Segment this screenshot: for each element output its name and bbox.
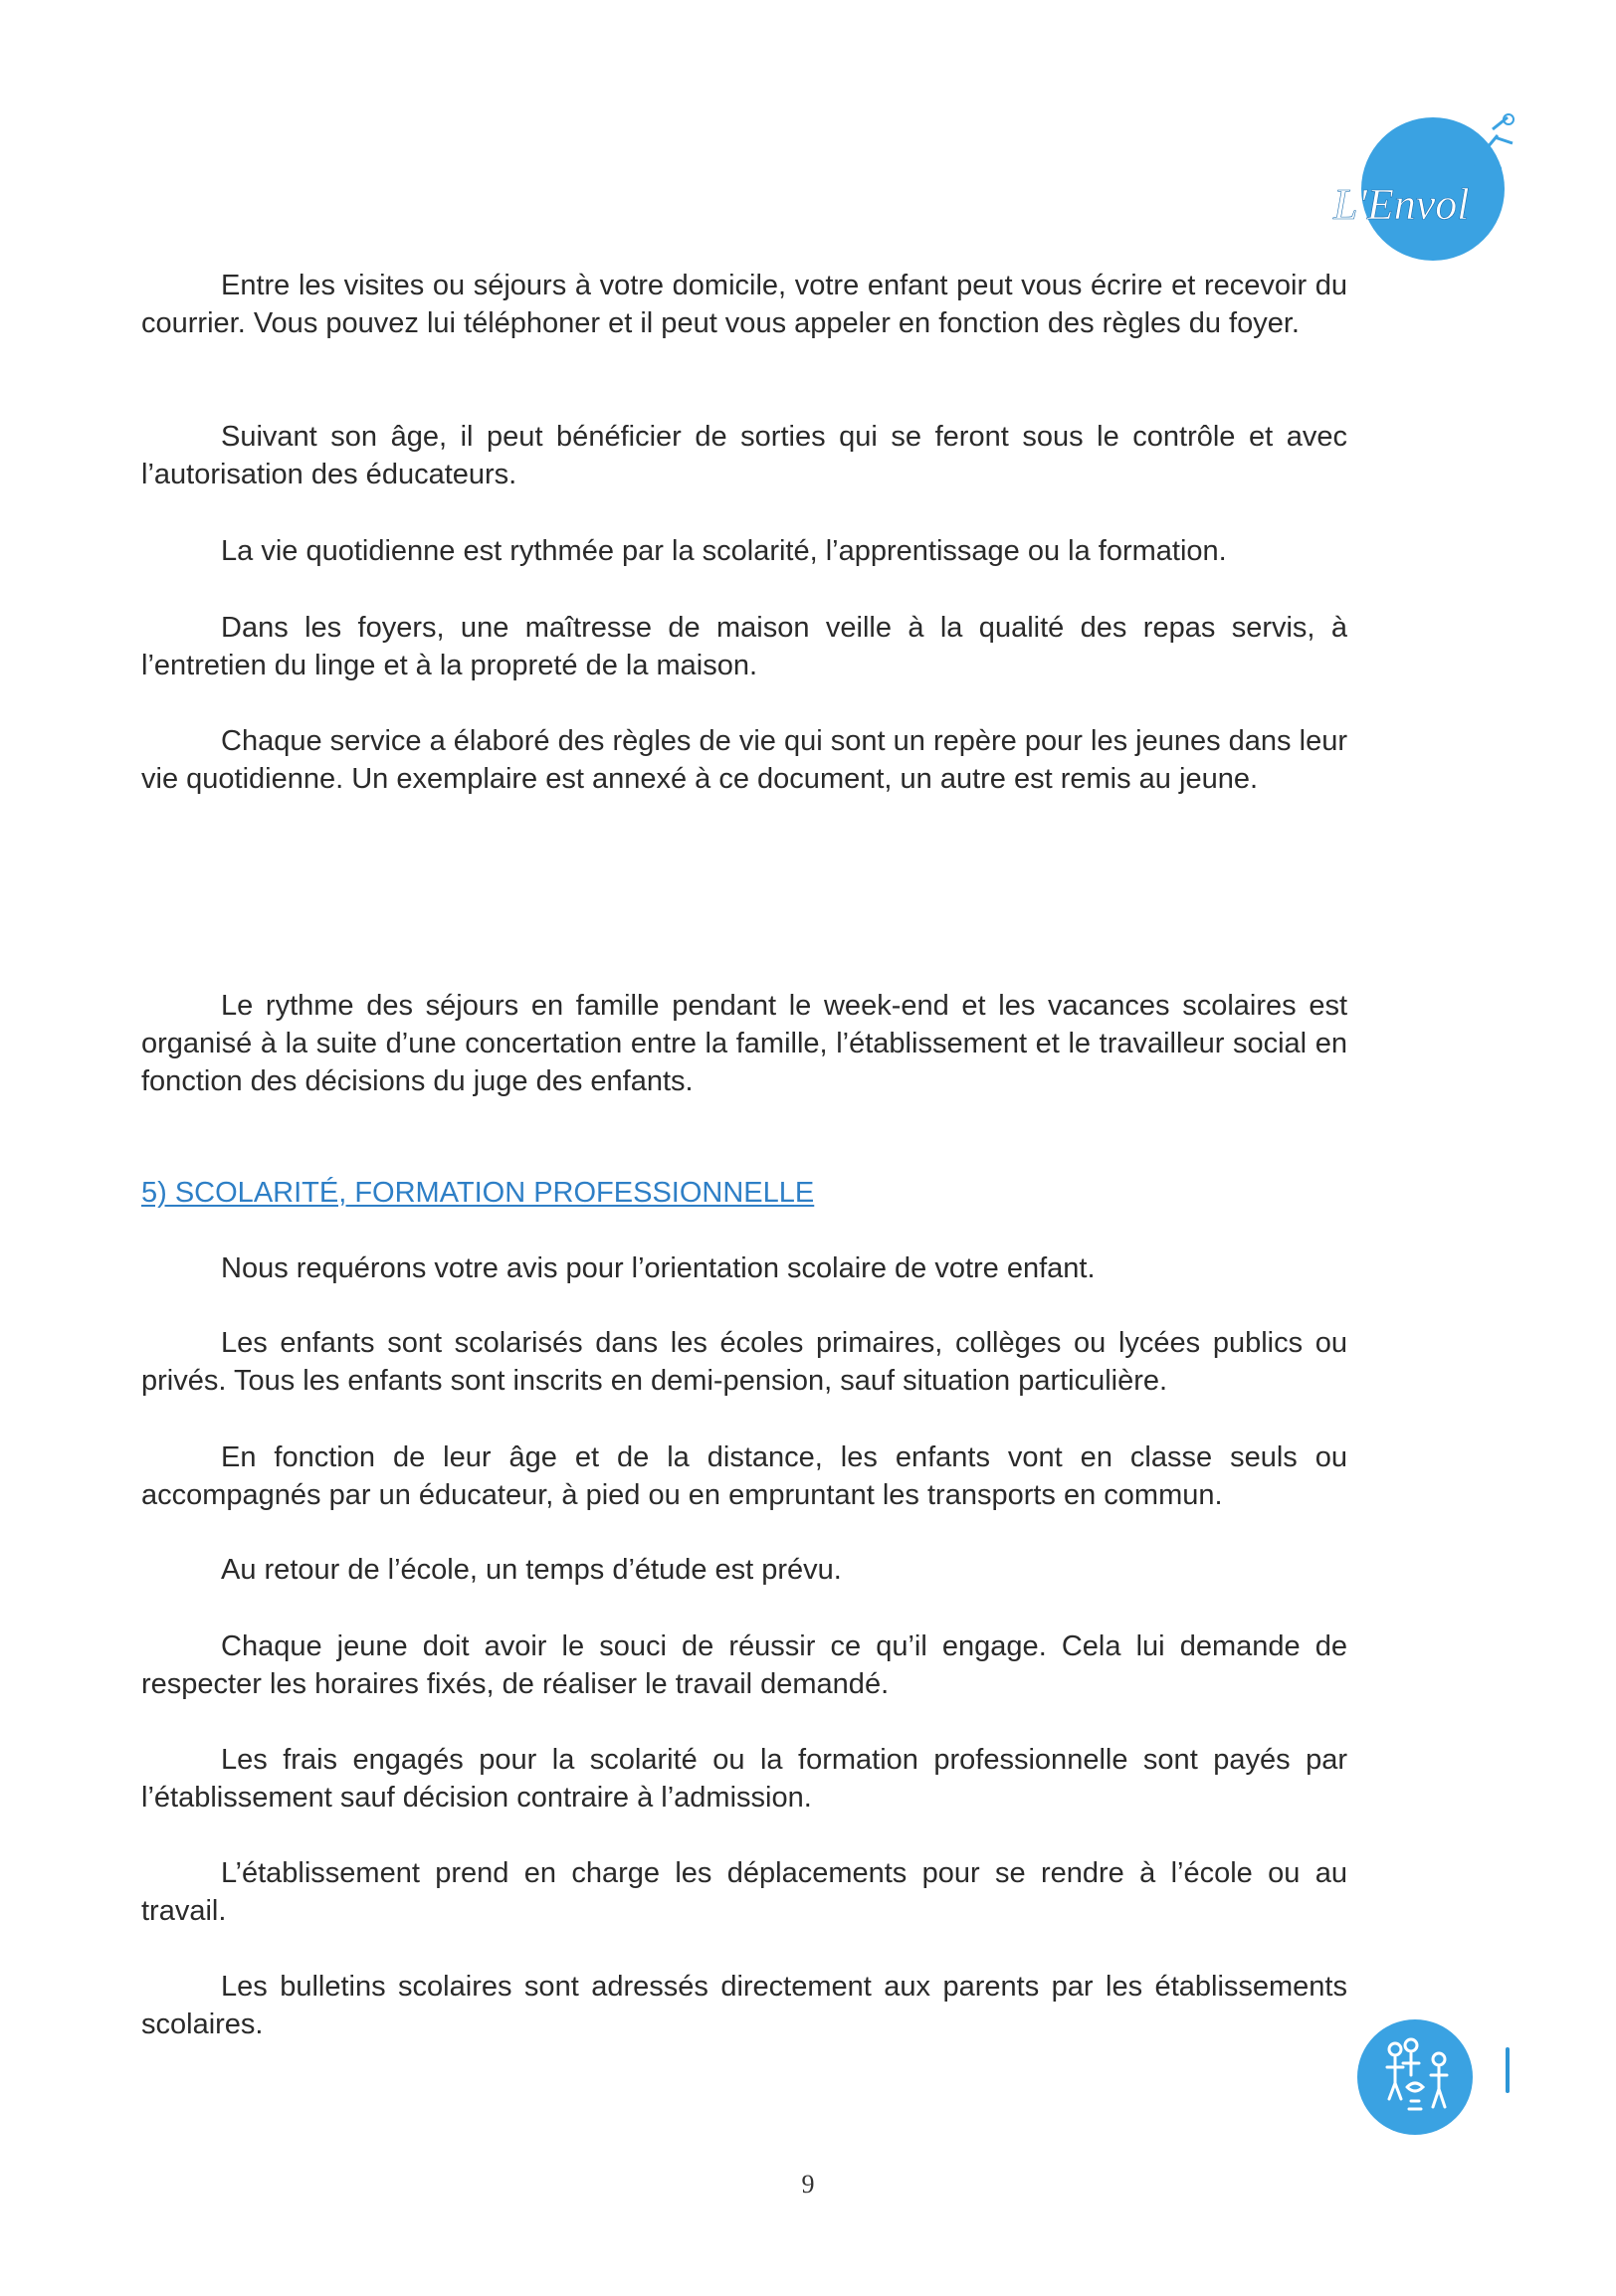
paragraph-fees: Les frais engagés pour la scolarité ou la formation professionnelle sont payés par l’établissement sauf décision contraire à l’admission.	[141, 1744, 1347, 1814]
paragraph-commute: En fonction de leur âge et de la distance, les enfants vont en classe seuls ou accompagnés par un éducateur, à pied ou en empruntant les transports en commun.	[141, 1441, 1347, 1511]
paragraph-enrolment: Les enfants sont scolarisés dans les écoles primaires, collèges ou lycées publics ou privés. Tous les enfants sont inscrits en demi-pension, sauf situation particulière.	[141, 1327, 1347, 1397]
paragraph-study-time: Au retour de l’école, un temps d’étude est prévu.	[221, 1554, 842, 1586]
paragraph-house-rules: Chaque service a élaboré des règles de vie qui sont un repère pour les jeunes dans leur vie quotidienne. Un exemplaire est annexé à ce document, un autre est remis au jeune.	[141, 725, 1347, 795]
page-edge-mark	[1506, 2047, 1510, 2093]
paragraph-housekeeping: Dans les foyers, une maîtresse de maison veille à la qualité des repas servis, à l’entretien du linge et à la propreté de la maison.	[141, 612, 1347, 681]
paragraph-commitment: Chaque jeune doit avoir le souci de réussir ce qu’il engage. Cela lui demande de respecter les horaires fixés, de réaliser le travail demandé.	[141, 1630, 1347, 1700]
paragraph-family-stays: Le rythme des séjours en famille pendant le week-end et les vacances scolaires est organisé à la suite d’une concertation entre la famille, l’établissement et le travailleur social en fonction des décisions du juge des enfants.	[141, 990, 1347, 1097]
envol-logo-icon	[1323, 107, 1522, 267]
paragraph-correspondence: Entre les visites ou séjours à votre domicile, votre enfant peut vous écrire et recevoir du courrier. Vous pouvez lui téléphoner et il peut vous appeler en fonction des règles du foyer.	[141, 270, 1347, 339]
paragraph-outings: Suivant son âge, il peut bénéficier de sorties qui se feront sous le contrôle et avec l’autorisation des éducateurs.	[141, 421, 1347, 490]
paragraph-transport: L’établissement prend en charge les déplacements pour se rendre à l’école ou au travail.	[141, 1857, 1347, 1927]
section-heading-schooling: 5) SCOLARITÉ, FORMATION PROFESSIONNELLE	[141, 1177, 815, 1209]
paragraph-daily-life: La vie quotidienne est rythmée par la scolarité, l’apprentissage ou la formation.	[221, 535, 1227, 567]
envol-logo-text: L'Envol	[1333, 180, 1470, 229]
paragraph-report-cards: Les bulletins scolaires sont adressés directement aux parents par les établissements scolaires.	[141, 1971, 1347, 2040]
page-number: 9	[801, 2170, 815, 2199]
paragraph-orientation: Nous requérons votre avis pour l’orientation scolaire de votre enfant.	[221, 1252, 1096, 1284]
children-family-icon	[1353, 2015, 1503, 2139]
